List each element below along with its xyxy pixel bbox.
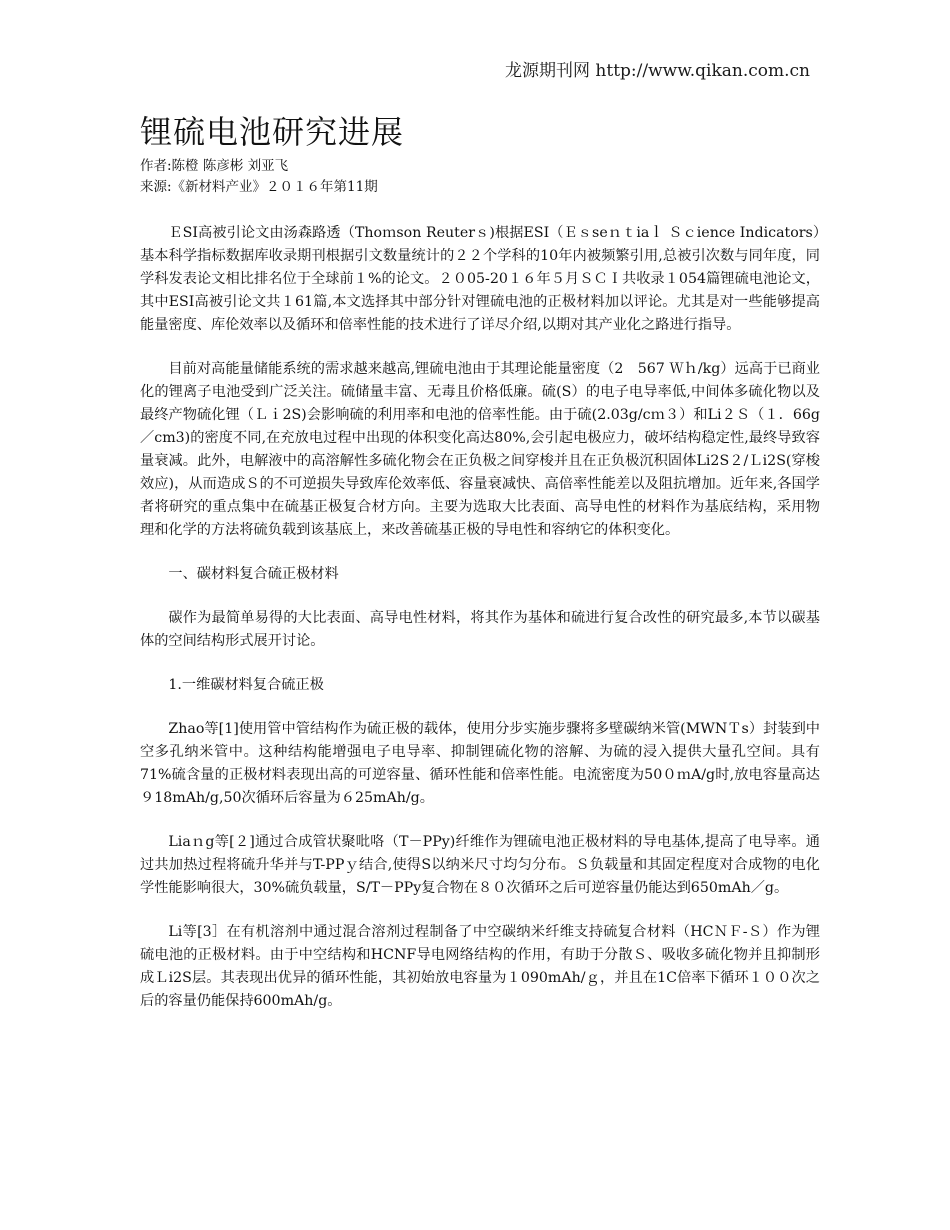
journal-site-header: 龙源期刊网 http://www.qikan.com.cn [505,61,810,81]
article-title: 锂硫电池研究进展 [140,113,405,151]
article-authors: 作者:陈橙 陈彦彬 刘亚飞 [140,158,289,174]
spacer [140,900,820,921]
paragraph-background: 目前对高能量储能系统的需求越来越高,锂硫电池由于其理论能量密度（2 567 Ｗｈ/kg）远高于已商业化的锂离子电池受到广泛关注。硫储量丰富、无毒且价格低廉。硫(S）的电子电导率低,中间体多硫化物以及最终产物硫化锂（Ｌｉ2S)会影响硫的利用率和电池的倍率性能。由于硫(2.03g/cｍ３）和Li２Ｓ（１．66g／cm3)的密度不同,在充放电过程中出现的体积变化高达80%,会引起电极应力，破坏结构稳定性,最终导致容量衰减。此外，电解液中的高溶解性多硫化物会在正负极之间穿梭并且在正负极沉积固体Li2S２/Ｌi2S(穿梭效应)，从而造成Ｓ的不可逆损失导致库伦效率低、容量衰减快、高倍率性能差以及阻抗增加。近年来,各国学者将研究的重点集中在硫基正极复合材方向。主要为选取大比表面、高导电性的材料作为基底结构，采用物理和化学的方法将硫负载到该基底上，来改善硫基正极的导电性和容纳它的体积变化。 [140,361,820,538]
spacer [140,697,820,718]
spacer [140,810,820,831]
spacer [140,542,820,563]
spacer [140,337,820,358]
spacer [140,653,820,674]
article-content [140,112,820,1013]
spacer [140,198,820,222]
paragraph-liang: Liaｎg等[２]通过合成管状聚吡咯（T－PPy)纤维作为锂硫电池正极材料的导电基体,提高了电导率。通过共加热过程将硫升华并与T-PPｙ结合,使得S以纳米尺寸均匀分布。Ｓ负载量和其固定程度对合成物的电化学性能影响很大，30%硫负载量，S/T－PPy复合物在８０次循环之后可逆容量仍能达到650mAh／g。 [140,834,820,896]
spacer [140,586,820,607]
subsection-heading-1d-carbon: 1.一维碳材料复合硫正极 [168,677,324,693]
section-heading-carbon: 一、碳材料复合硫正极材料 [168,566,339,582]
paragraph-zhao: Zhao等[1]使用管中管结构作为硫正极的载体，使用分步实施步骤将多壁碳纳米管(MWNＴs）封装到中空多孔纳米管中。这种结构能增强电子电导率、抑制锂硫化物的溶解、为硫的浸入提供大量孔空间。具有71%硫含量的正极材料表现出高的可逆容量、循环性能和倍率性能。电流密度为50０ｍA/g时,放电容量高达９18mAh/g,50次循环后容量为６25mAh/g。 [140,721,820,806]
paragraph-carbon-intro: 碳作为最简单易得的大比表面、高导电性材料，将其作为基体和硫进行复合改性的研究最多,本节以碳基体的空间结构形式展开讨论。 [140,610,820,649]
paragraph-esi-intro: ＥSI高被引论文由汤森路透（Thoｍson Reuterｓ)根据ESI（Ｅｓseｎｔiaｌ Ｓｃience Indicators）基本科学指标数据库收录期刊根据引文数量统计的２２个学科的10年内被频繁引用,总被引次数与同年度，同学科发表论文相比排名位于全球前１%的论文。２０05-20１６年５月ＳＣＩ共收录１054篇锂硫电池论文，其中ESI高被引论文共１61篇,本文选择其中部分针对锂硫电池的正极材料加以评论。尤其是对一些能够提高能量密度、库伦效率以及循环和倍率性能的技术进行了详尽介绍,以期对其产业化之路进行指导。 [140,225,820,333]
article-source: 来源:《新材料产业》２０１６年第11期 [140,179,378,195]
paragraph-li: Li等[3］在有机溶剂中通过混合溶剂过程制备了中空碳纳米纤维支持硫复合材料（HCＮＦ-Ｓ）作为锂硫电池的正极材料。由于中空结构和HCNF导电网络结构的作用，有助于分散Ｓ、吸收多硫化物并且抑制形成Ｌi2S层。其表现出优异的循环性能，其初始放电容量为１090mAh/ｇ，并且在1C倍率下循环１００次之后的容量仍能保持600mAh/g。 [140,924,820,1009]
